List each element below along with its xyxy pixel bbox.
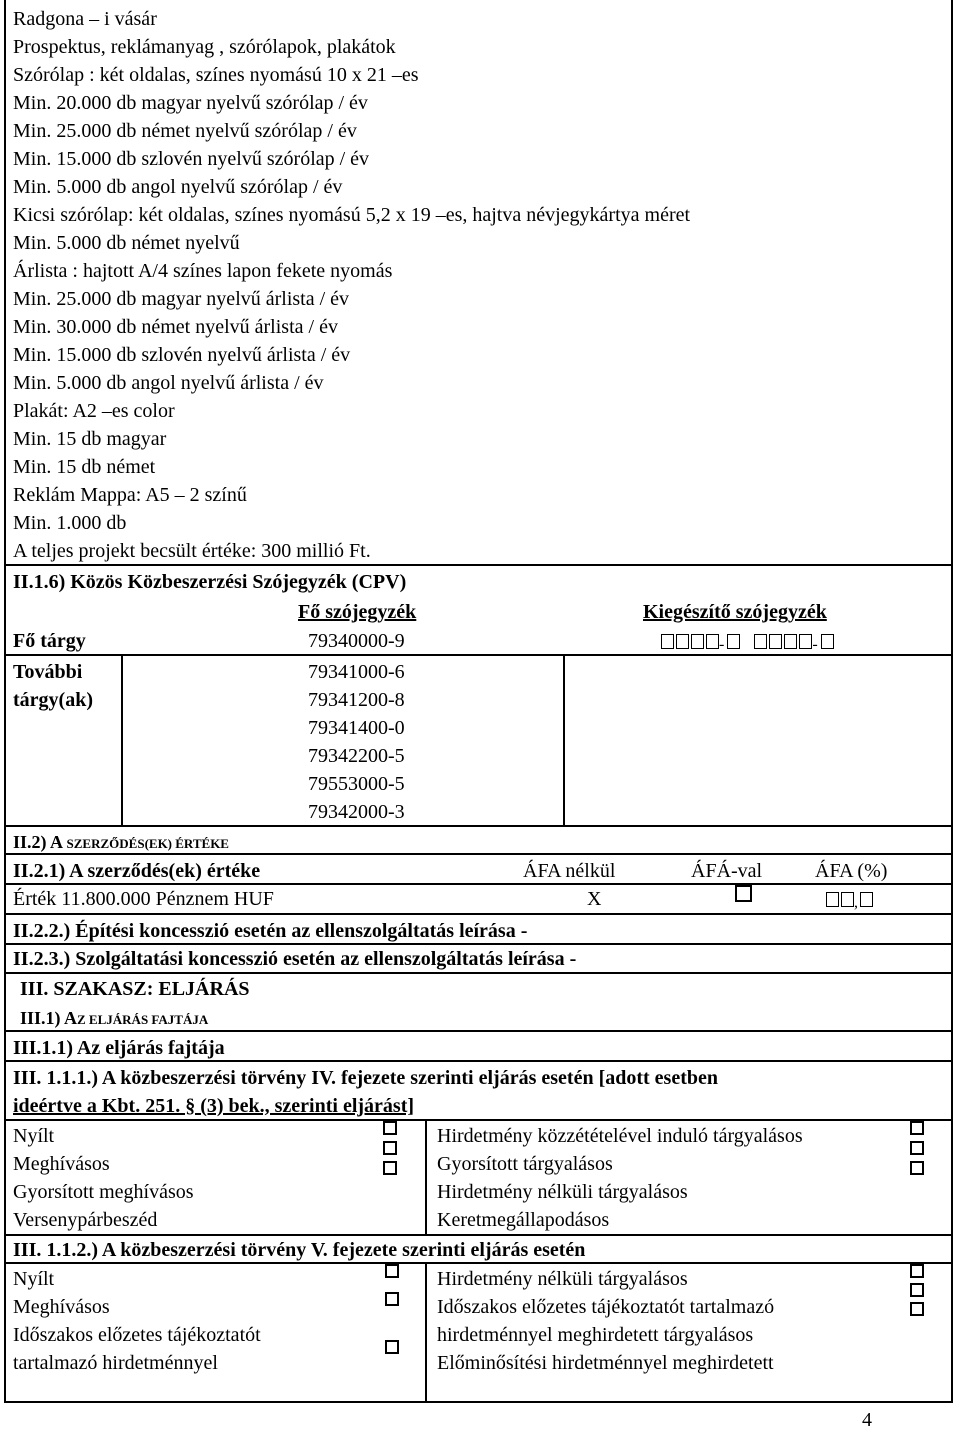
- frame-right-border: [951, 0, 953, 1403]
- value-section-title: II.2) A SZERZŐDÉS(EK) ÉRTÉKE: [13, 832, 229, 852]
- cpv-other-code: 79341400-0: [308, 717, 405, 739]
- cpv-main-code: 79340000-9: [308, 630, 405, 652]
- cpv-other-code: 79342200-5: [308, 745, 405, 767]
- proc-option-label: Versenypárbeszéd: [13, 1209, 158, 1231]
- divider: [4, 1262, 953, 1264]
- desc-line: Min. 15.000 db szlovén nyelvű árlista / év: [13, 344, 351, 366]
- proc-option-label: hirdetménnyel meghirdetett tárgyalásos: [437, 1324, 754, 1346]
- proc-option-label: Hirdetmény nélküli tárgyalásos: [437, 1181, 688, 1203]
- desc-line: Prospektus, reklámanyag , szórólapok, plakátok: [13, 36, 396, 58]
- vat-pct-separator: ,: [854, 894, 858, 911]
- desc-line: Min. 5.000 db német nyelvű: [13, 232, 240, 254]
- periodic-notice-procedure-checkbox[interactable]: [385, 1340, 399, 1354]
- frame-bottom-border: [4, 1401, 953, 1403]
- proc-option-label: Nyílt: [13, 1268, 55, 1290]
- proc-option-label: Hirdetmény közzétételével induló tárgyalásos: [437, 1125, 803, 1147]
- desc-line: Min. 15.000 db szlovén nyelvű szórólap / év: [13, 148, 370, 170]
- divider: [4, 943, 953, 945]
- frame-left-border: [4, 0, 6, 1403]
- cpv-other-object-label: tárgy(ak): [13, 689, 93, 711]
- value-heading: II.2.1) A szerződés(ek) értéke: [13, 860, 261, 882]
- restricted-procedure-checkbox[interactable]: [383, 1141, 397, 1155]
- desc-line: Min. 20.000 db magyar nyelvű szórólap / év: [13, 92, 368, 114]
- cpv-supp-vocab-header: Kiegészítő szójegyzék: [643, 601, 827, 623]
- desc-line: Min. 5.000 db angol nyelvű szórólap / év: [13, 176, 343, 198]
- cpv-main-object-label: Fő tárgy: [13, 630, 86, 652]
- desc-line: Árlista : hajtott A/4 színes lapon fekete nyomás: [13, 260, 393, 282]
- negotiated-without-notice-checkbox[interactable]: [910, 1161, 924, 1175]
- divider: [4, 825, 953, 827]
- procedure-kind: III.1.1) Az eljárás fajtája: [13, 1037, 225, 1059]
- desc-line: Min. 15 db magyar: [13, 428, 167, 450]
- page-number: 4: [862, 1409, 872, 1431]
- divider: [4, 1234, 953, 1236]
- desc-line: Min. 1.000 db: [13, 512, 127, 534]
- vat-pct-boxes: [826, 892, 873, 911]
- proc-option-label: Időszakos előzetes tájékoztatót: [13, 1324, 261, 1346]
- negotiated-with-notice-checkbox[interactable]: [910, 1121, 924, 1135]
- accelerated-restricted-checkbox[interactable]: [383, 1161, 397, 1175]
- desc-line: Szórólap : két oldalas, színes nyomású 10 x 21 –es: [13, 64, 419, 86]
- restricted-procedure-checkbox[interactable]: [385, 1292, 399, 1306]
- cpv-other-code: 79341200-8: [308, 689, 405, 711]
- proc-col-divider: [425, 1262, 427, 1402]
- value-col-vat-pct: ÁFA (%): [815, 860, 888, 882]
- value-amount: Érték 11.800.000 Pénznem HUF: [13, 888, 274, 910]
- proc-option-label: tartalmazó hirdetménnyel: [13, 1352, 218, 1374]
- value-without-vat-mark: X: [587, 888, 602, 910]
- proc-option-label: Gyorsított meghívásos: [13, 1181, 194, 1203]
- desc-line: Min. 25.000 db német nyelvű szórólap / év: [13, 120, 357, 142]
- value-col-with-vat: ÁFÁ-val: [691, 860, 763, 882]
- cpv-other-code: 79342000-3: [308, 801, 405, 823]
- divider: [4, 1060, 953, 1062]
- cpv-col-divider: [121, 654, 123, 826]
- value-col-without-vat: ÁFA nélkül: [523, 860, 616, 882]
- desc-line: Reklám Mappa: A5 – 2 színű: [13, 484, 247, 506]
- desc-line: A teljes projekt becsült értéke: 300 millió Ft.: [13, 540, 371, 562]
- desc-line: Min. 25.000 db magyar nyelvű árlista / év: [13, 288, 350, 310]
- divider: [4, 972, 953, 974]
- negotiated-without-notice-checkbox[interactable]: [910, 1264, 924, 1278]
- with-vat-checkbox[interactable]: [735, 885, 752, 902]
- proc-option-label: Meghívásos: [13, 1153, 110, 1175]
- proc-option-label: Meghívásos: [13, 1296, 110, 1318]
- procedure-subsection-title: III.1) AZ ELJÁRÁS FAJTÁJA: [20, 1008, 209, 1028]
- desc-line: Radgona – i vásár: [13, 8, 157, 30]
- proc-option-label: Keretmegállapodásos: [437, 1209, 610, 1231]
- periodic-notice-negotiated-checkbox[interactable]: [910, 1283, 924, 1297]
- proc-option-label: Hirdetmény nélküli tárgyalásos: [437, 1268, 688, 1290]
- desc-line: Min. 30.000 db német nyelvű árlista / év: [13, 316, 338, 338]
- proc-option-label: Nyílt: [13, 1125, 55, 1147]
- divider: [4, 883, 953, 885]
- desc-line: Min. 15 db német: [13, 456, 156, 478]
- procedure-part5-heading: III. 1.1.2.) A közbeszerzési törvény V. fejezete szerinti eljárás esetén: [13, 1239, 586, 1261]
- proc-option-label: Időszakos előzetes tájékoztatót tartalmazó: [437, 1296, 775, 1318]
- cpv-heading: II.1.6) Közös Közbeszerzési Szójegyzék (CPV): [13, 571, 407, 593]
- accelerated-negotiated-checkbox[interactable]: [910, 1141, 924, 1155]
- open-procedure-checkbox[interactable]: [385, 1264, 399, 1278]
- procedure-section-title: III. SZAKASZ: ELJÁRÁS: [20, 978, 250, 1000]
- procedure-part4-heading: ideértve a Kbt. 251. § (3) bek., szerinti eljárást]: [13, 1095, 415, 1117]
- proc-option-label: Gyorsított tárgyalásos: [437, 1153, 613, 1175]
- cpv-supp-code-boxes: - -: [661, 634, 834, 653]
- services-concession: II.2.3.) Szolgáltatási koncesszió esetén az ellenszolgáltatás leírása -: [13, 948, 577, 970]
- desc-line: Kicsi szórólap: két oldalas, színes nyomású 5,2 x 19 –es, hajtva névjegykártya méret: [13, 204, 691, 226]
- cpv-other-code: 79553000-5: [308, 773, 405, 795]
- desc-line: Plakát: A2 –es color: [13, 400, 175, 422]
- cpv-col-divider: [563, 654, 565, 826]
- divider: [4, 913, 953, 915]
- cpv-main-vocab-header: Fő szójegyzék: [298, 601, 417, 623]
- procedure-part4-heading: III. 1.1.1.) A közbeszerzési törvény IV. fejezete szerinti eljárás esetén [adott esetben: [13, 1067, 718, 1089]
- prequalification-notice-checkbox[interactable]: [910, 1302, 924, 1316]
- cpv-row-divider: [4, 654, 953, 656]
- desc-line: Min. 5.000 db angol nyelvű árlista / év: [13, 372, 324, 394]
- works-concession: II.2.2.) Építési koncesszió esetén az ellenszolgáltatás leírása -: [13, 920, 528, 942]
- open-procedure-checkbox[interactable]: [383, 1121, 397, 1135]
- proc-option-label: Előminősítési hirdetménnyel meghirdetett: [437, 1352, 774, 1374]
- divider: [4, 1119, 953, 1121]
- divider: [4, 564, 953, 566]
- proc-col-divider: [425, 1119, 427, 1236]
- divider: [4, 1030, 953, 1032]
- cpv-other-object-label: További: [13, 661, 83, 683]
- cpv-other-code: 79341000-6: [308, 661, 405, 683]
- divider: [4, 853, 953, 855]
